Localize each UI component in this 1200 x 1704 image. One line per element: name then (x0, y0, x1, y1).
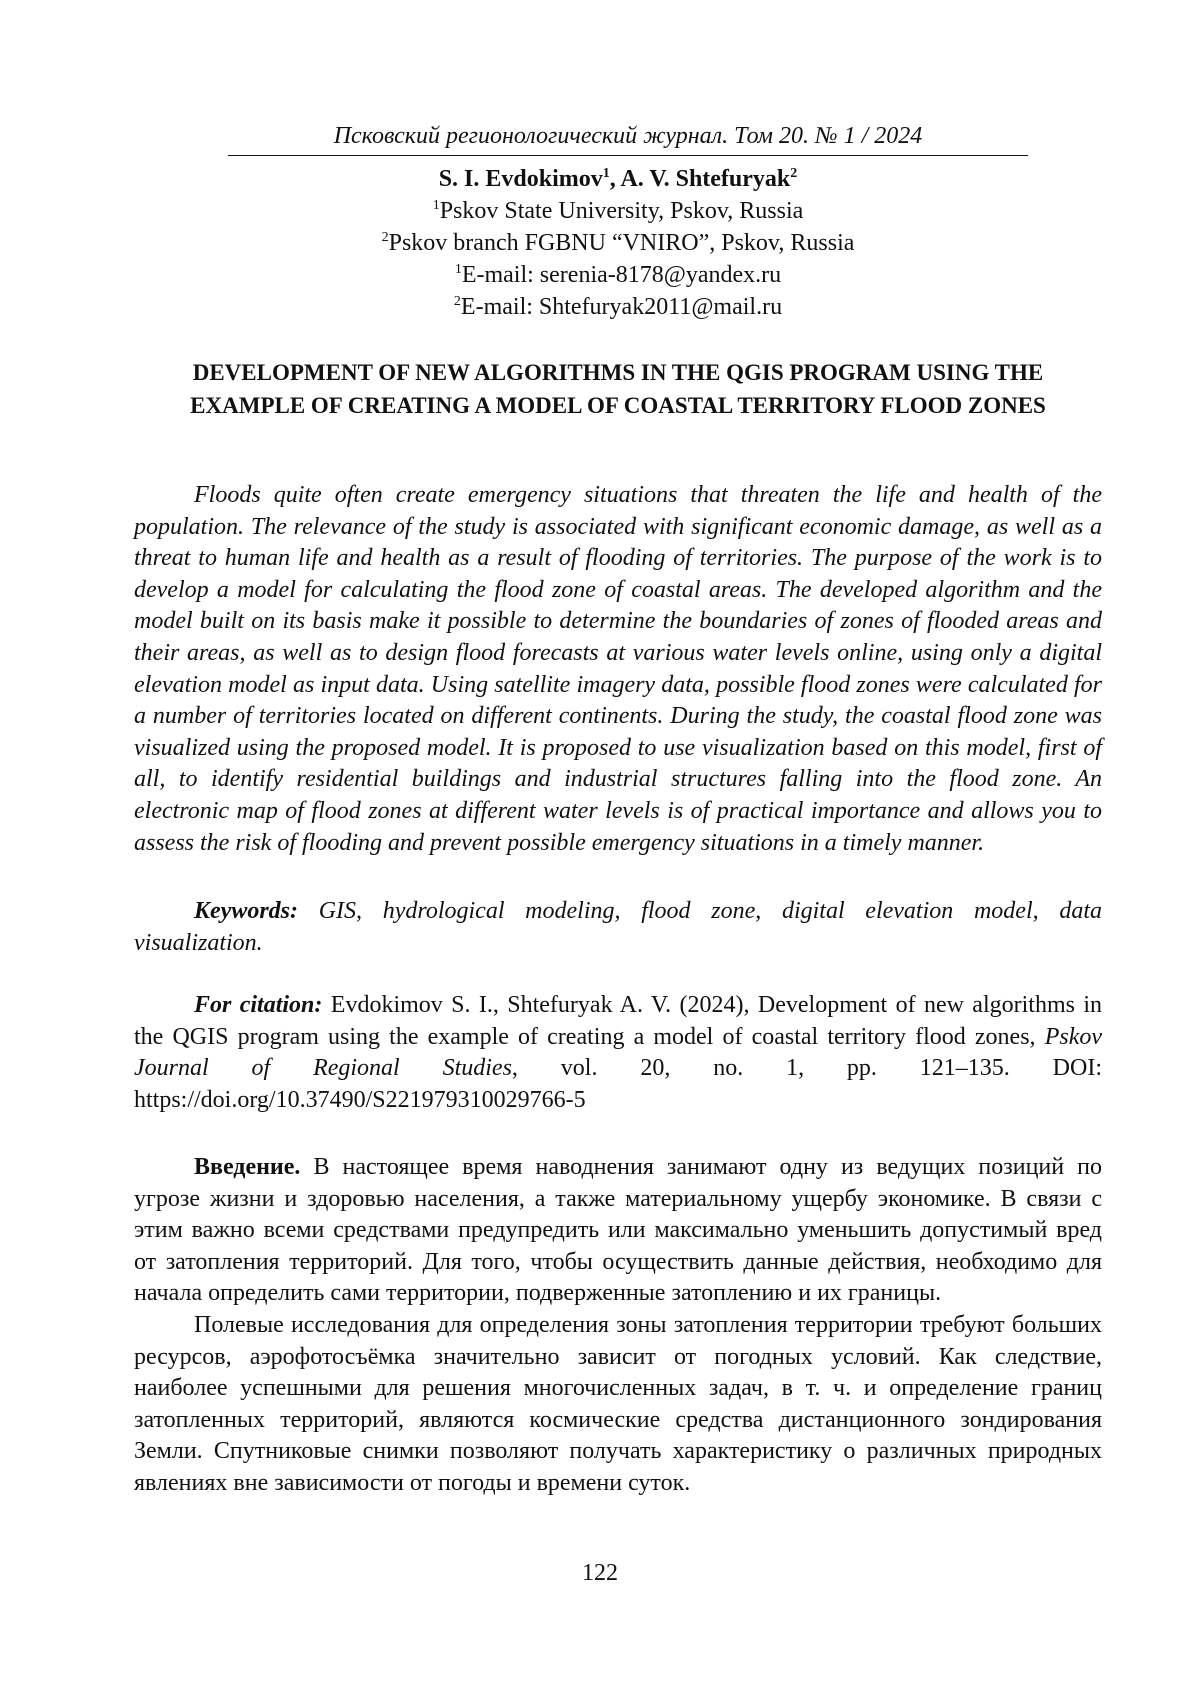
email-superscript: 1 (454, 262, 462, 277)
affiliation-line (134, 195, 1102, 227)
author-superscript: 1 (602, 166, 610, 181)
email-line (134, 291, 1102, 323)
author-name: A. V. Shtefuryak (620, 166, 791, 192)
citation-label: For citation: (194, 992, 323, 1018)
author-superscript: 2 (790, 166, 798, 181)
abstract-text: Floods quite often create emergency situations that threaten the life and health of the population. The relevance of the study is associated with significant economic damage, as well as a threat to human life and health as a result of flooding of territories. The purpose of the work is to develop a model for calculating the flood zone of coastal areas. The developed algorithm and the model built on its basis make it possible to determine the boundaries of zones of flooded areas and their areas, as well as to design flood forecasts at various water levels online, using only a digital elevation model as input data. Using satellite imagery data, possible flood zones were calculated for a number of territories located on different continents. During the study, the coastal flood zone was visualized using the proposed model. It is proposed to use visualization based on this model, first of all, to identify residential buildings and industrial structures falling into the flood zone. An electronic map of flood zones at different water levels is of practical importance and allows you to assess the risk of flooding and prevent possible emergency situations in a timely manner. (134, 482, 1102, 856)
page-number: 122 (582, 1560, 618, 1586)
affiliation-superscript: 1 (432, 198, 440, 213)
journal-running-header: Псковский регионологический журнал. Том 20. № 1 / 2024 (333, 123, 923, 149)
article-title: DEVELOPMENT OF NEW ALGORITHMS IN THE QGIS PROGRAM USING THE EXAMPLE OF CREATING A MODEL OF COASTAL TERRITORY FLOOD ZONES (190, 360, 1046, 418)
body-text (134, 1152, 1102, 1500)
affiliation-text: Pskov State University, Pskov, Russia (439, 198, 804, 224)
author-separator: , (609, 166, 621, 192)
affiliation-line (134, 227, 1102, 259)
keywords-paragraph (134, 896, 1102, 959)
citation-text: Evdokimov S. I., Shtefuryak A. V. (2024), Development of new algorithms in the QGIS program using the example of creating a model of coastal territory flood zones, (134, 992, 1103, 1050)
email-text: E-mail: Shtefuryak2011@mail.ru (460, 294, 783, 320)
keywords-text: GIS, hydrological modeling, flood zone, digital elevation model, data visualization. (134, 898, 1102, 956)
author-name: S. I. Evdokimov (438, 166, 603, 192)
body-paragraph: Полевые исследования для определения зоны затопления территории требуют больших ресурсов, аэрофотосъёмка значительно зависит от погодных условий. Как следствие, наиболее успешными для решения многочисленных задач, в т. ч. и определение границ затопленных территорий, являются космические средства дистанционного зондирования Земли. Спутниковые снимки позволяют получать характеристику о различных природных явлениях вне зависимости от погоды и времени суток. (134, 1311, 1102, 1496)
citation-journal: Pskov Journal of Regional Studies (134, 1023, 1102, 1082)
citation-text-doi: , vol. 20, no. 1, pp. 121–135. DOI: https://doi.org/10.37490/S221979310029766-5 (134, 1055, 1102, 1113)
body-paragraph (134, 1152, 1102, 1310)
email-text: E-mail: serenia-8178@yandex.ru (461, 262, 782, 288)
citation-paragraph (134, 990, 1102, 1116)
affiliation-superscript: 2 (381, 230, 389, 245)
authors-block (134, 163, 1102, 323)
author-line (134, 163, 1102, 195)
affiliation-text: Pskov branch FGBNU “VNIRO”, Pskov, Russia (388, 230, 855, 256)
section-label-introduction: Введение. (194, 1154, 301, 1180)
body-paragraph-text: В настоящее время наводнения занимают одну из ведущих позиций по угрозе жизни и здоровью населения, а также материальному ущербу экономике. В связи с этим важно всеми средствами предупредить или максимально уменьшить допустимый вред от затопления территорий. Для того, чтобы осуществить данные действия, необходимо для начала определить сами территории, подверженные затоплению и их границы. (134, 1154, 1102, 1307)
email-superscript: 2 (453, 294, 461, 309)
keywords (134, 896, 1102, 959)
header-rule (228, 155, 1028, 156)
email-line (134, 259, 1102, 291)
abstract (134, 480, 1102, 859)
keywords-label: Keywords: (194, 898, 298, 924)
citation (134, 990, 1102, 1116)
